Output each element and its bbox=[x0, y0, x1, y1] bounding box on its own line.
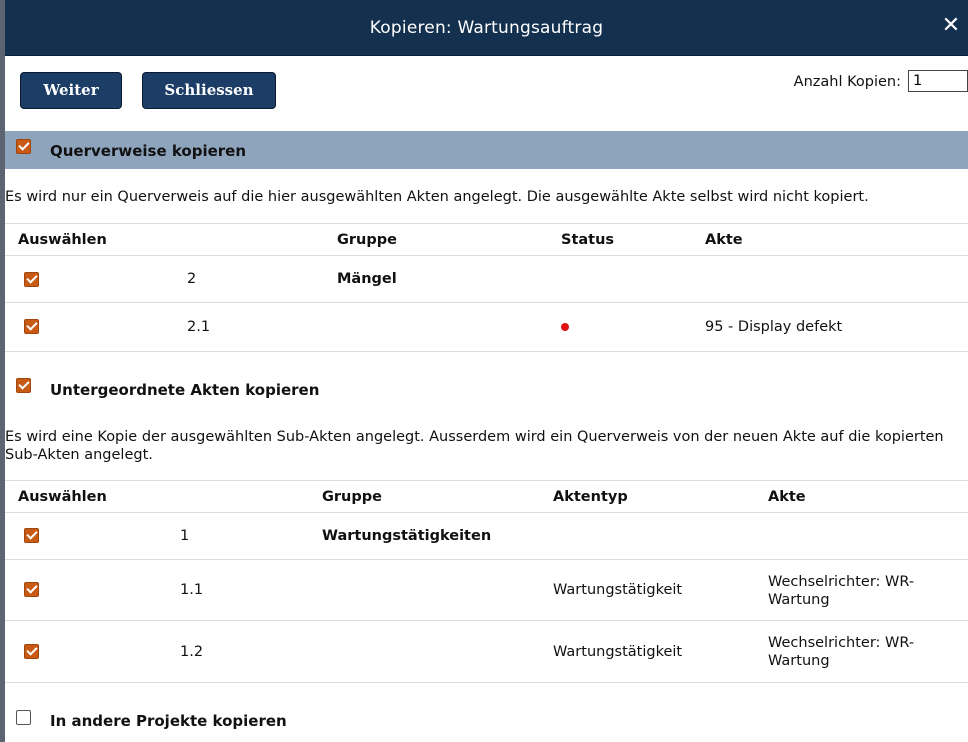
schliessen-button[interactable]: Schliessen bbox=[142, 72, 276, 109]
row-group: Mängel bbox=[337, 271, 397, 287]
dialog-titlebar bbox=[5, 0, 968, 56]
table-row bbox=[5, 560, 968, 621]
row-akte[interactable]: Wechselrichter: WR-Wartung bbox=[768, 574, 915, 608]
row-group: Wartungstätigkeiten bbox=[322, 528, 492, 544]
querverweise-checkbox[interactable] bbox=[16, 139, 31, 154]
table1-col-akte: Akte bbox=[705, 232, 743, 248]
table2-col-group: Gruppe bbox=[322, 489, 382, 505]
row-type: Wartungstätigkeit bbox=[553, 644, 683, 660]
row-akte[interactable]: 95 - Display defekt bbox=[705, 319, 843, 335]
table2-col-type: Aktentyp bbox=[553, 489, 628, 505]
copies-control bbox=[768, 70, 968, 94]
dialog-title: Kopieren: Wartungsauftrag bbox=[369, 18, 604, 38]
table2-header bbox=[5, 480, 968, 513]
row-number: 1.1 bbox=[180, 582, 204, 598]
copy-dialog bbox=[5, 0, 968, 742]
section-querverweise bbox=[5, 131, 968, 169]
section-untergeordnete-description: Es wird eine Kopie der ausgewählten Sub-Akten angelegt. Ausserdem wird ein Querverweis von der neuen Akte auf die kopierten Sub-Akten angelegt. bbox=[5, 429, 944, 463]
table2-col-akte: Akte bbox=[768, 489, 806, 505]
status-dot-icon bbox=[561, 323, 569, 331]
table1-header bbox=[5, 223, 968, 256]
row-number: 2.1 bbox=[187, 319, 211, 335]
section-untergeordnete bbox=[5, 370, 968, 408]
table1-col-status: Status bbox=[561, 232, 615, 248]
table2-col-select: Auswählen bbox=[18, 489, 107, 505]
table-row bbox=[5, 512, 968, 560]
copies-input[interactable] bbox=[908, 70, 968, 92]
table-row bbox=[5, 621, 968, 683]
andere-projekte-checkbox[interactable] bbox=[16, 710, 31, 725]
row-checkbox[interactable] bbox=[24, 528, 39, 543]
weiter-button[interactable]: Weiter bbox=[20, 72, 122, 109]
row-number: 1 bbox=[180, 528, 190, 544]
row-type: Wartungstätigkeit bbox=[553, 582, 683, 598]
row-number: 2 bbox=[187, 271, 197, 287]
table-row bbox=[5, 255, 968, 303]
row-checkbox[interactable] bbox=[24, 582, 39, 597]
row-number: 1.2 bbox=[180, 644, 204, 660]
untergeordnete-checkbox[interactable] bbox=[16, 378, 31, 393]
row-checkbox[interactable] bbox=[24, 644, 39, 659]
section-andere-projekte bbox=[5, 701, 968, 739]
copies-label: Anzahl Kopien: bbox=[793, 74, 901, 90]
section-querverweise-title: Querverweise kopieren bbox=[50, 142, 247, 160]
close-icon[interactable]: ✕ bbox=[941, 13, 961, 38]
table1-col-select: Auswählen bbox=[18, 232, 107, 248]
row-checkbox[interactable] bbox=[24, 272, 39, 287]
section-querverweise-description: Es wird nur ein Querverweis auf die hier ausgewählten Akten angelegt. Die ausgewählte Akte selbst wird nicht kopiert. bbox=[5, 189, 869, 205]
section-andere-projekte-title: In andere Projekte kopieren bbox=[50, 712, 287, 730]
table-row bbox=[5, 303, 968, 352]
row-akte[interactable]: Wechselrichter: WR-Wartung bbox=[768, 635, 915, 669]
table1-col-group: Gruppe bbox=[337, 232, 397, 248]
section-untergeordnete-title: Untergeordnete Akten kopieren bbox=[50, 381, 320, 399]
row-checkbox[interactable] bbox=[24, 319, 39, 334]
